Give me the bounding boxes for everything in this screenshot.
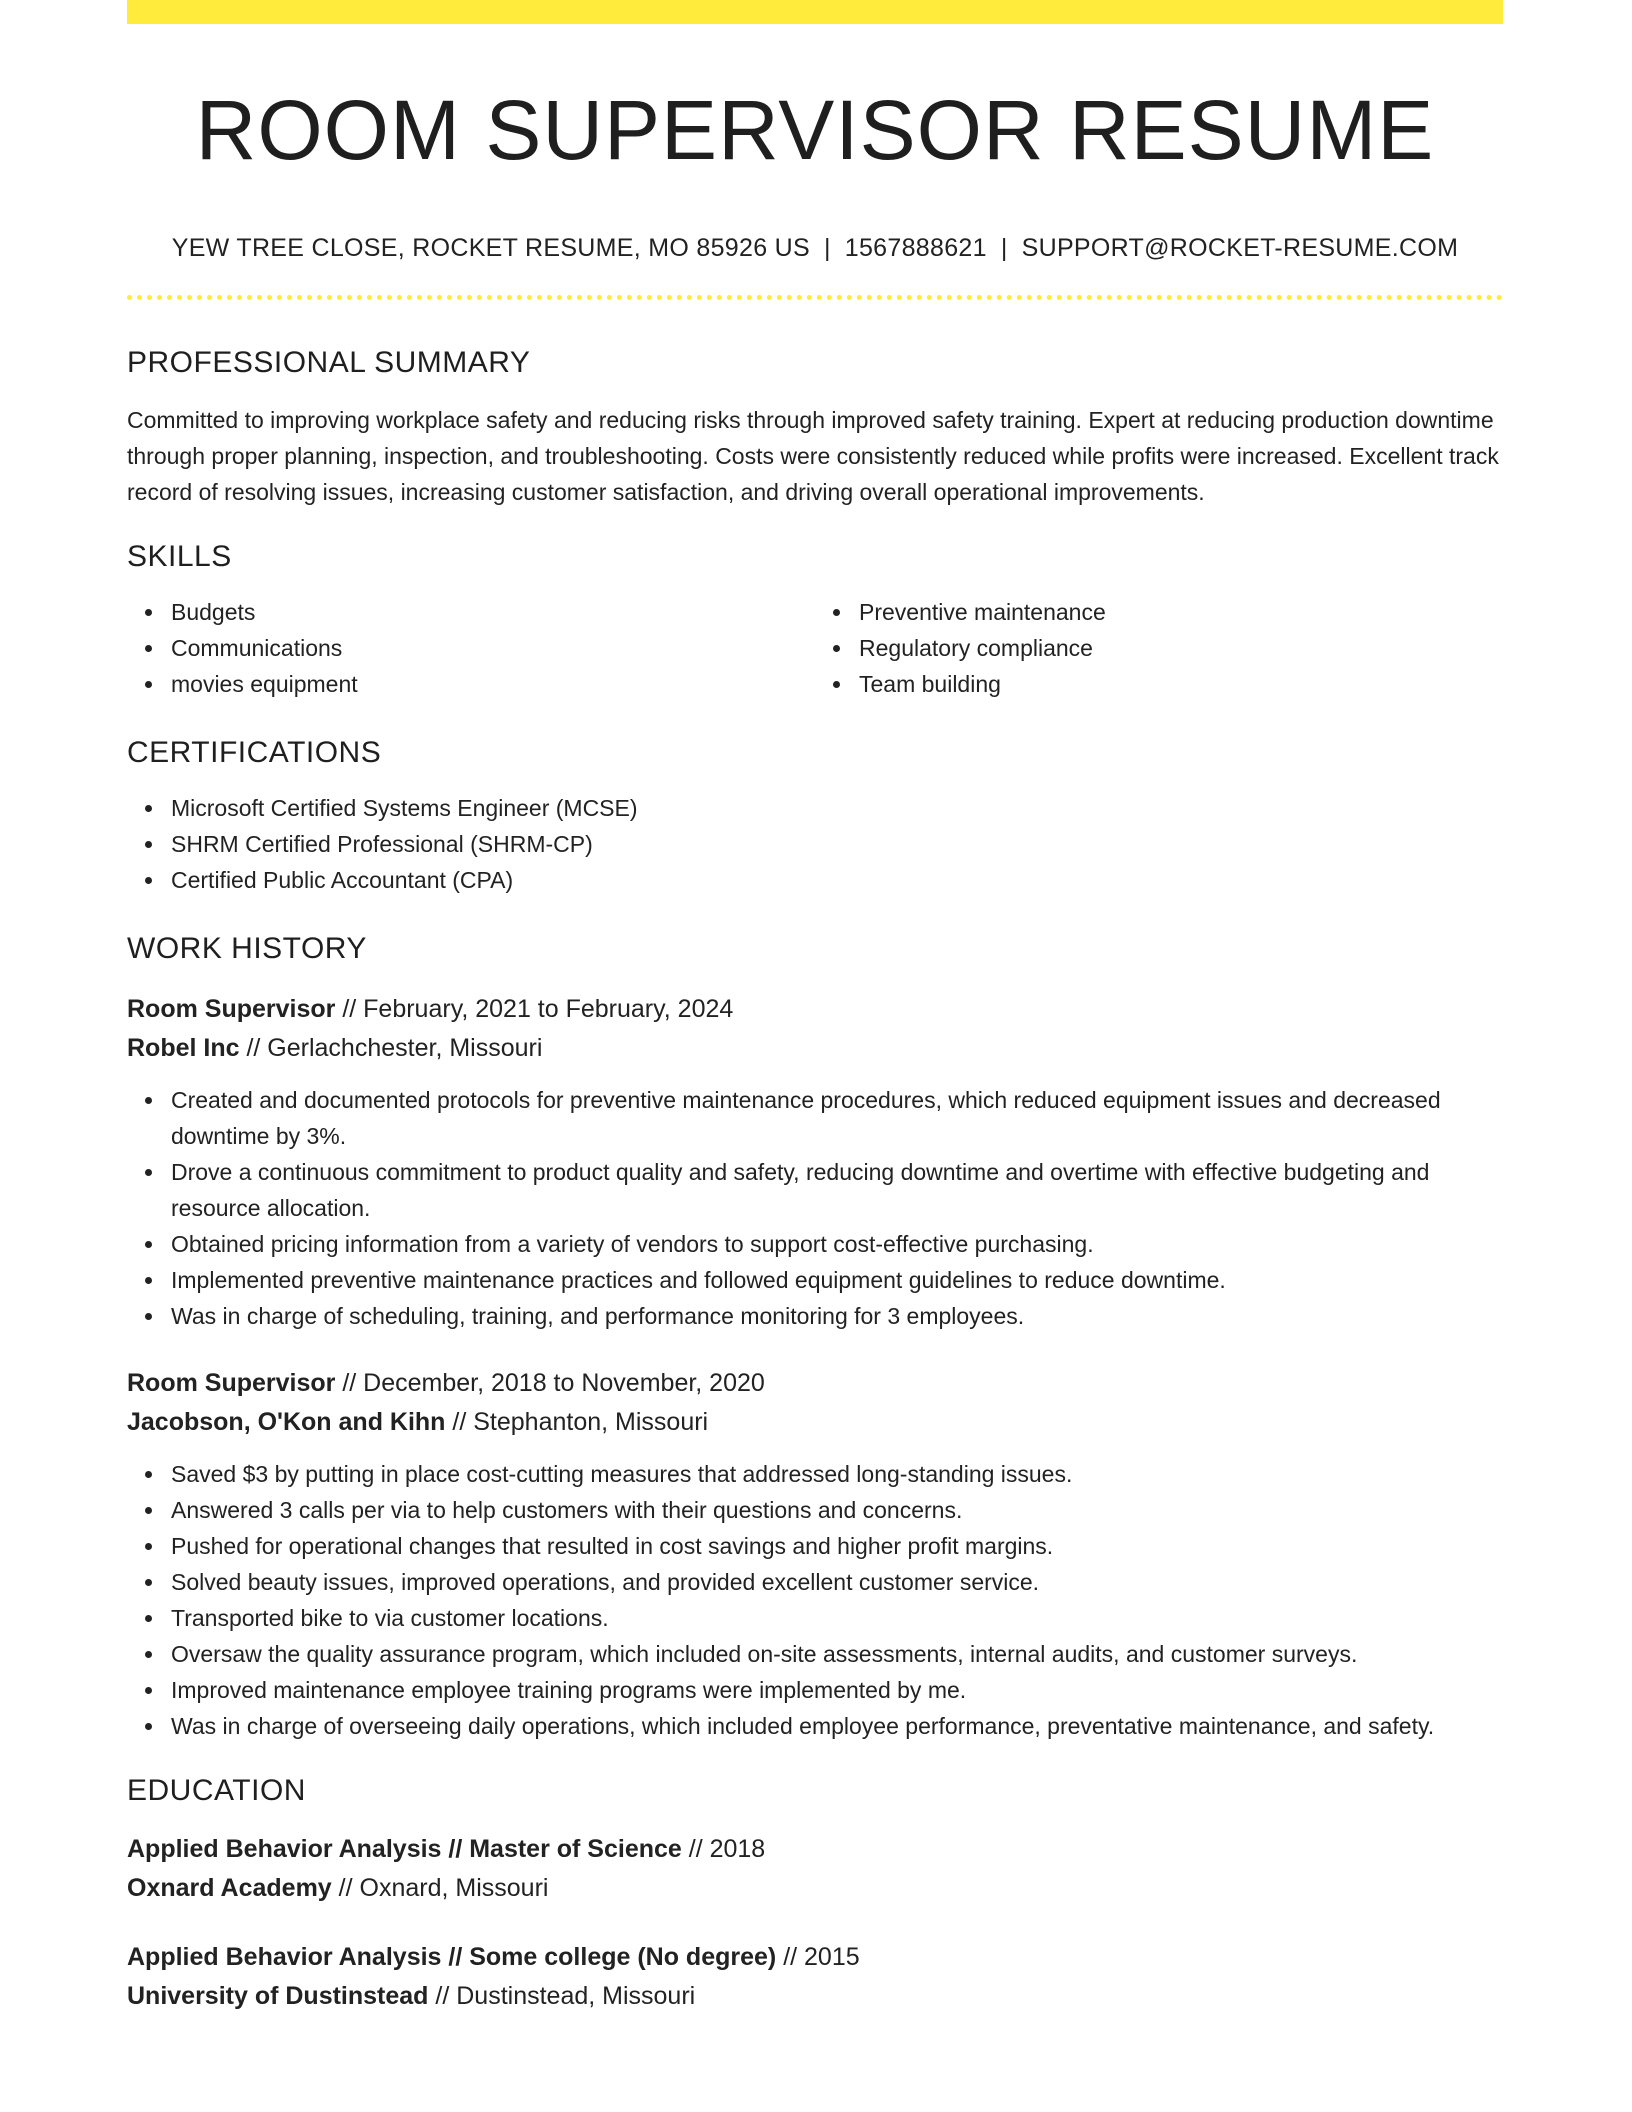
job-title: Room Supervisor — [127, 995, 336, 1024]
education-degree: Applied Behavior Analysis // Master of Science — [127, 1835, 682, 1864]
work-history-heading: WORK HISTORY — [127, 932, 367, 966]
skill-item: Team building — [859, 666, 1503, 702]
skill-item: Budgets — [171, 594, 815, 630]
education-school-line — [127, 1869, 1503, 1908]
job-company-line — [127, 1029, 1503, 1068]
job-title: Room Supervisor — [127, 1369, 336, 1398]
skills-right-list — [815, 594, 1503, 702]
job-dates: // December, 2018 to November, 2020 — [335, 1369, 765, 1398]
education-school-line — [127, 1977, 1503, 2016]
skills-heading: SKILLS — [127, 540, 232, 574]
education-location: // Oxnard, Missouri — [331, 1874, 549, 1903]
job-company-line — [127, 1403, 1503, 1442]
job-bullet: Was in charge of overseeing daily operations, which included employee performance, preventative maintenance, and safety. — [171, 1708, 1503, 1744]
job-bullet: Transported bike to via customer locations. — [171, 1600, 1503, 1636]
contact-phone: 1567888621 — [844, 234, 987, 263]
accent-top-bar — [127, 0, 1503, 24]
job-bullet: Drove a continuous commitment to product quality and safety, reducing downtime and overtime with effective budgeting and resource allocation. — [171, 1154, 1503, 1226]
certifications-heading: CERTIFICATIONS — [127, 736, 382, 770]
job-company: Robel Inc — [127, 1034, 240, 1063]
job-bullet: Answered 3 calls per via to help customers with their questions and concerns. — [171, 1492, 1503, 1528]
education-year: // 2018 — [681, 1835, 766, 1864]
job-title-line — [127, 1364, 1503, 1403]
summary-heading: PROFESSIONAL SUMMARY — [127, 346, 531, 380]
contact-address: YEW TREE CLOSE, ROCKET RESUME, MO 85926 US — [171, 234, 810, 263]
certification-item: Certified Public Accountant (CPA) — [171, 862, 1503, 898]
education-year: // 2015 — [776, 1943, 860, 1972]
job-dates: // February, 2021 to February, 2024 — [335, 995, 734, 1024]
education-school: University of Dustinstead — [127, 1982, 429, 2011]
skill-item: Communications — [171, 630, 815, 666]
job-bullet: Oversaw the quality assurance program, which included on-site assessments, internal audits, and customer surveys. — [171, 1636, 1503, 1672]
contact-email: SUPPORT@ROCKET-RESUME.COM — [1021, 234, 1459, 263]
job-bullets — [127, 1456, 1503, 1744]
certification-item: Microsoft Certified Systems Engineer (MCSE) — [171, 790, 1503, 826]
education-degree-line — [127, 1830, 1503, 1869]
skills-grid — [127, 594, 1503, 702]
job-company: Jacobson, O'Kon and Kihn — [127, 1408, 446, 1437]
education-degree: Applied Behavior Analysis // Some college (No degree) — [127, 1943, 777, 1972]
education-degree-line — [127, 1938, 1503, 1977]
job-bullets — [127, 1082, 1503, 1334]
job-bullet: Solved beauty issues, improved operations, and provided excellent customer service. — [171, 1564, 1503, 1600]
education-heading: EDUCATION — [127, 1774, 306, 1808]
contact-separator: | — [1000, 234, 1008, 263]
skill-item: Regulatory compliance — [859, 630, 1503, 666]
job-title-line — [127, 990, 1503, 1029]
summary-text: Committed to improving workplace safety and reducing risks through improved safety training. Expert at reducing production downtime through proper planning, inspection, and troubleshooting. Costs were consistently reduced while profits were increased. Excellent track record of resolving issues, increasing customer satisfaction, and driving overall operational improvements. — [127, 407, 1499, 506]
skills-left-list — [127, 594, 815, 702]
education-location: // Dustinstead, Missouri — [428, 1982, 696, 2011]
resume-page — [127, 0, 1503, 2016]
contact-line — [127, 234, 1503, 263]
job-bullet: Obtained pricing information from a variety of vendors to support cost-effective purchasing. — [171, 1226, 1503, 1262]
resume-title: ROOM SUPERVISOR RESUME — [195, 83, 1435, 177]
certification-item: SHRM Certified Professional (SHRM-CP) — [171, 826, 1503, 862]
job-bullet: Implemented preventive maintenance practices and followed equipment guidelines to reduce downtime. — [171, 1262, 1503, 1298]
dotted-divider — [127, 295, 1503, 300]
skill-item: Preventive maintenance — [859, 594, 1503, 630]
skill-item: movies equipment — [171, 666, 815, 702]
education-school: Oxnard Academy — [127, 1874, 332, 1903]
job-bullet: Pushed for operational changes that resulted in cost savings and higher profit margins. — [171, 1528, 1503, 1564]
job-bullet: Was in charge of scheduling, training, and performance monitoring for 3 employees. — [171, 1298, 1503, 1334]
job-location: // Gerlachchester, Missouri — [239, 1034, 543, 1063]
job-bullet: Improved maintenance employee training programs were implemented by me. — [171, 1672, 1503, 1708]
job-bullet: Created and documented protocols for preventive maintenance procedures, which reduced equipment issues and decreased downtime by 3%. — [171, 1082, 1503, 1154]
certifications-list — [127, 790, 1503, 898]
job-location: // Stephanton, Missouri — [445, 1408, 709, 1437]
job-bullet: Saved $3 by putting in place cost-cutting measures that addressed long-standing issues. — [171, 1456, 1503, 1492]
contact-separator: | — [823, 234, 831, 263]
